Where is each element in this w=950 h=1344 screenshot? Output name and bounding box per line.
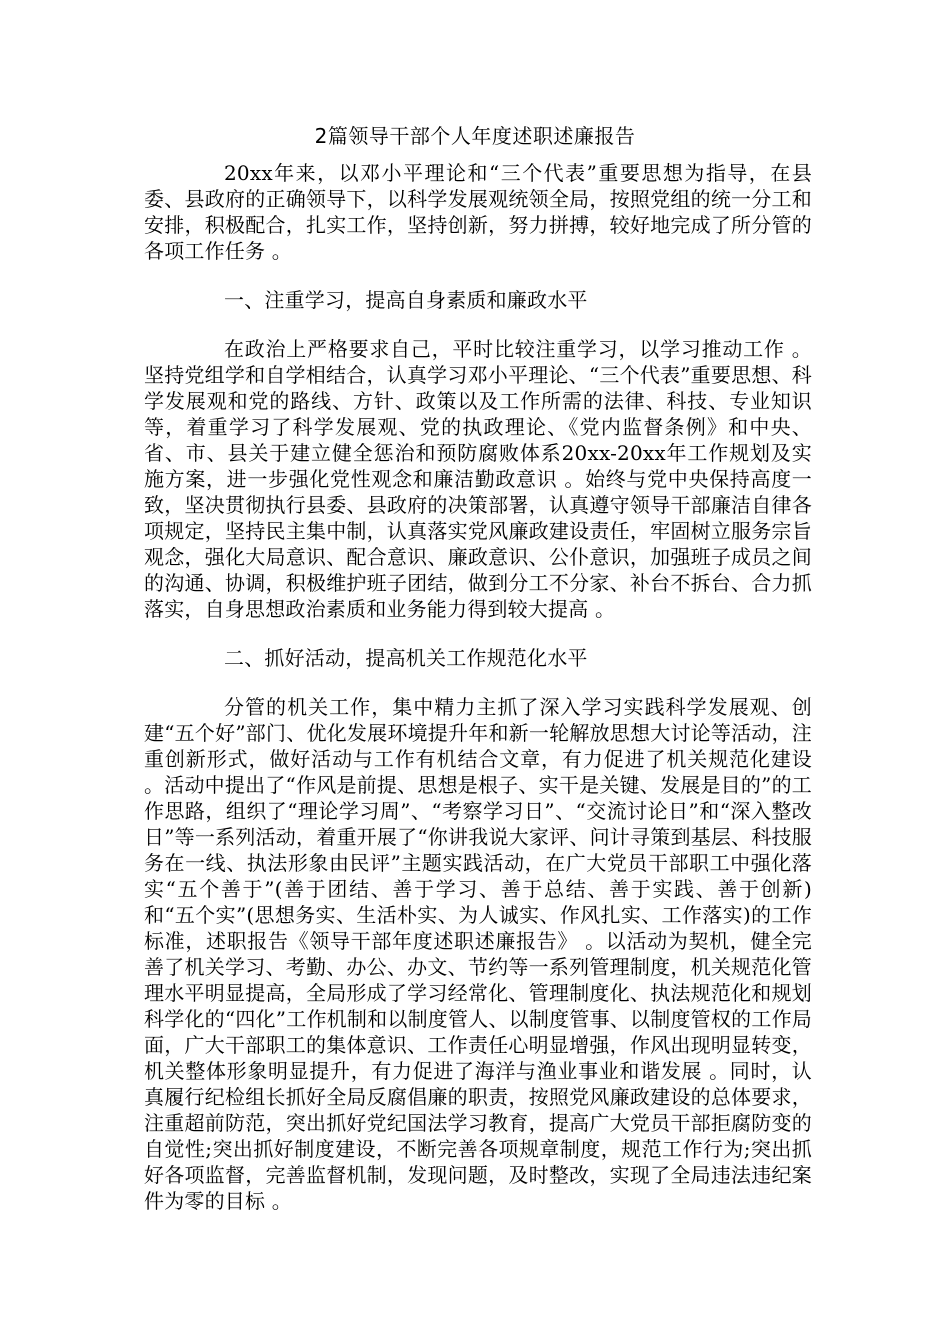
section-heading-1: 一、注重学习，提高自身素质和廉政水平 [224,288,588,312]
paragraph-spacer [144,622,812,645]
document-title: 2篇领导干部个人年度述职述廉报告 [314,124,636,148]
section-body-1: 在政治上严格要求自己，平时比较注重学习，以学习推动工作 。坚持党组学和自学相结合，认真学习邓小平理论、“三个代表”重要思想、科学发展观和党的路线、方针、政策以及工作所需的法律、科技、专业知识等，着重学习了科学发展观、党的执政理论、《党内监督条例》和中央、省、市、县关于建立健全惩治和预防腐败体系20xx-20xx年工作规划及实施方案，进一步强化党性观念和廉洁勤政意识 。始终与党中央保持高度一致，坚决贯彻执行县委、县政府的决策部署，认真遵守领导干部廉洁自律各项规定，坚持民主集中制，认真落实党风廉政建设责任，牢固树立服务宗旨观念，强化大局意识、配合意识、廉政意识、公仆意识，加强班子成员之间的沟通、协调，积极维护班子团结，做到分工不分家、补台不拆台、合力抓落实，自身思想政治素质和业务能力得到较大提高 。 [144,337,812,621]
document-body [144,160,812,1214]
section-body-2: 分管的机关工作，集中精力主抓了深入学习实践科学发展观、创建“五个好”部门、优化发展环境提升年和新一轮解放思想大讨论等活动，注重创新形式，做好活动与工作有机结合文章，有力促进了机关规范化建设 。活动中提出了“作风是前提、思想是根子、实干是关键、发展是目的”的工作思路，组织了“理论学习周”、“考察学习日”、“交流讨论日”和“深入整改日”等一系列活动，着重开展了“你讲我说大家评、问计寻策到基层、科技服务在一线、执法形象由民评”主题实践活动，在广大党员干部职工中强化落实“五个善于”(善于团结、善于学习、善于总结、善于实践、善于创新)和“五个实”(思想务实、生活朴实、为人诚实、作风扎实、工作落实)的工作标准，述职报告《领导干部年度述职述廉报告》 。以活动为契机，健全完善了机关学习、考勤、办公、办文、节约等一系列管理制度，机关规范化管理水平明显提高，全局形成了学习经常化、管理制度化、执法规范化和规划科学化的“四化”工作机制和以制度管人、以制度管事、以制度管权的工作局面，广大干部职工的集体意识、工作责任心明显增强，作风出现明显转变，机关整体形象明显提升，有力促进了海洋与渔业事业和谐发展 。同时，认真履行纪检组长抓好全局反腐倡廉的职责，按照党风廉政建设的总体要求，注重超前防范，突出抓好党纪国法学习教育，提高广大党员干部拒腐防变的自觉性;突出抓好制度建设，不断完善各项规章制度，规范工作行为;突出抓好各项监督，完善监督机制，发现问题，及时整改，实现了全局违法违纪案件为零的目标 。 [144,695,812,1213]
paragraph-spacer [144,313,812,336]
paragraph-spacer [144,264,812,287]
intro-paragraph: 20xx年来，以邓小平理论和“三个代表”重要思想为指导，在县委、县政府的正确领导下，以科学发展观统领全局，按照党组的统一分工和安排，积极配合，扎实工作，坚持创新，努力拼搏，较好地完成了所分管的各项工作任务 。 [144,161,812,263]
paragraph-spacer [144,671,812,694]
section-heading-2: 二、抓好活动，提高机关工作规范化水平 [224,646,588,670]
